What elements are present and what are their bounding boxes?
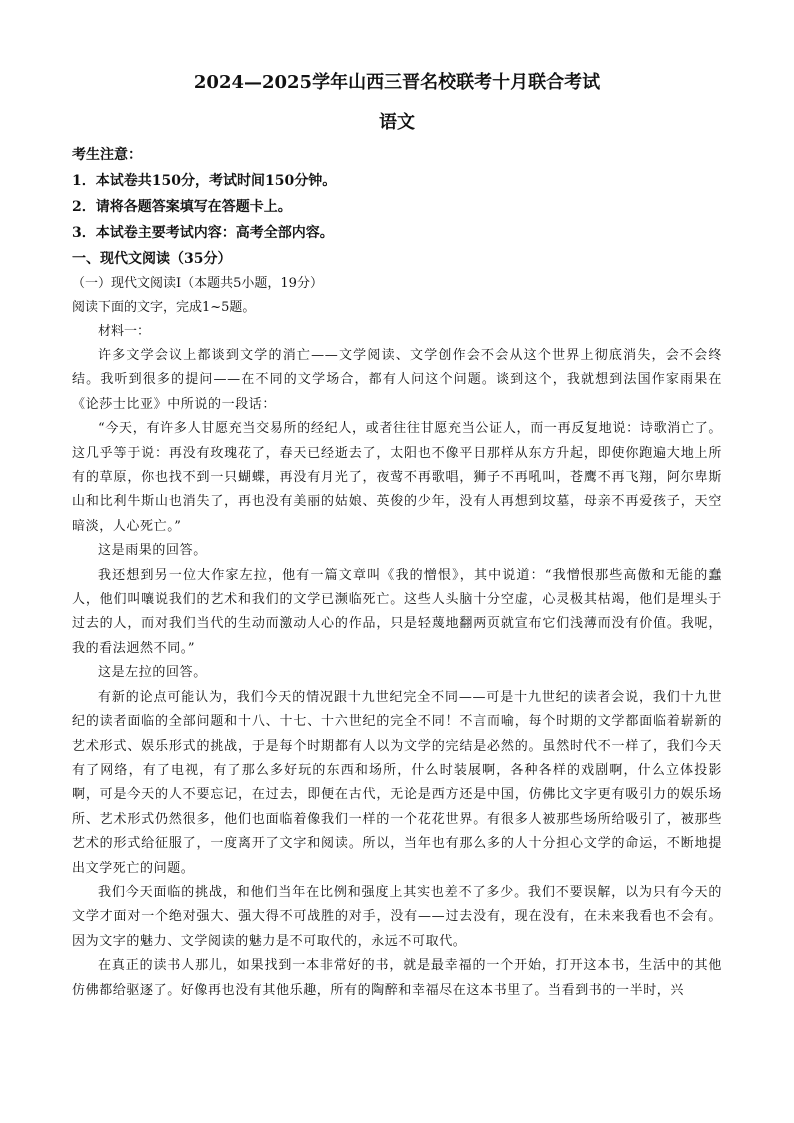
section-subheading: （一）现代文阅读Ⅰ（本题共5小题，19分） bbox=[72, 276, 323, 291]
notice-item-2: 2．请将各题答案填写在答题卡上。 bbox=[72, 199, 292, 215]
section-heading: 一、现代文阅读（35分） bbox=[72, 251, 232, 267]
paragraph-hugo-answer: 这是雨果的回答。 bbox=[98, 543, 207, 559]
paragraph-1: 许多文学会议上都谈到文学的消亡——文学阅读、文学创作会不会从这个世界上彻底消失，会不会终结。我听到很多的提问——在不同的文学场合，都有人问这个问题。谈到这个，我就想到法国作家雨果在《论莎士比亚》中所说的一段话： bbox=[72, 348, 722, 412]
exam-page bbox=[72, 70, 722, 1003]
reading-instruction: 阅读下面的文字，完成1~5题。 bbox=[72, 300, 256, 315]
exam-title: 2024—2025学年山西三晋名校联考十月联合考试 bbox=[193, 72, 601, 93]
paragraph-hugo-quote: “今天，有许多人甘愿充当交易所的经纪人，或者往往甘愿充当公证人，而一再反复地说：诗歌消亡了。这几乎等于说：再没有玫瑰花了，春天已经逝去了，太阳也不像平日那样从东方升起，即使你跑遍大地上所有的草原，你也找不到一只蝴蝶，再没有月光了，夜莺不再歌唱，狮子不再吼叫，苍鹰不再飞翔，阿尔卑斯山和比利牛斯山也消失了，再也没有美丽的姑娘、英俊的少年，没有人再想到坟墓，母亲不再爱孩子，天空暗淡，人心死亡。” bbox=[72, 421, 722, 534]
paragraph-zola-answer: 这是左拉的回答。 bbox=[98, 665, 207, 681]
reading-section bbox=[72, 246, 722, 1003]
paragraph-zola: 我还想到另一位大作家左拉，他有一篇文章叫《我的憎恨》，其中说道：“我憎恨那些高傲和无能的蠢人，他们叫嚷说我们的艺术和我们的文学已濒临死亡。这些人头脑十分空虚，心灵极其枯竭，他们是埋头于过去的人，而对我们当代的生动而激动人心的作品，只是轻蔑地翻两页就宣布它们浅薄而没有价值。我呢，我的看法迥然不同。” bbox=[72, 567, 722, 656]
notice-item-1: 1．本试卷共150分，考试时间150分钟。 bbox=[72, 173, 337, 189]
notice-heading: 考生注意： bbox=[72, 147, 142, 163]
paragraph-challenge: 我们今天面临的挑战，和他们当年在比例和强度上其实也差不了多少。我们不要误解，以为只有今天的文学才面对一个绝对强大、强大得不可战胜的对手，没有——过去没有，现在没有，在未来我看也不会有。因为文字的魅力、文学阅读的魅力是不可取代的，永远不可取代。 bbox=[72, 884, 722, 949]
material-label: 材料一： bbox=[98, 324, 151, 339]
paragraph-new-view: 有新的论点可能认为，我们今天的情况跟十九世纪完全不同——可是十九世纪的读者会说，我们十九世纪的读者面临的全部问题和十八、十七、十六世纪的完全不同！不言而喻，每个时期的文学都面临着崭新的艺术形式、娱乐形式的挑战，于是每个时期都有人以为文学的完结是必然的。虽然时代不一样了，我们今天有了网络，有了电视，有了那么多好玩的东西和场所，什么时装展啊，各种各样的戏剧啊，什么立体投影啊，可是今天的人不要忘记，在过去，即便在古代，无论是西方还是中国，仿佛比文字更有吸引力的娱乐场所、艺术形式仍然很多，他们也面临着像我们一样的一个花花世界。有很多人被那些场所给吸引了，被那些艺术的形式给征服了，一度离开了文字和阅读。所以，当年也有那么多的人十分担心文学的命运，不断地提出文学死亡的问题。 bbox=[72, 689, 722, 876]
subject-title: 语文 bbox=[379, 112, 415, 133]
notice-item-3: 3．本试卷主要考试内容：高考全部内容。 bbox=[72, 225, 334, 241]
paragraph-reader: 在真正的读书人那儿，如果找到一本非常好的书，就是最幸福的一个开始，打开这本书，生活中的其他仿佛都给驱逐了。好像再也没有其他乐趣，所有的陶醉和幸福尽在这本书里了。当看到书的一半时，兴 bbox=[72, 958, 722, 998]
notice-block bbox=[72, 142, 722, 246]
